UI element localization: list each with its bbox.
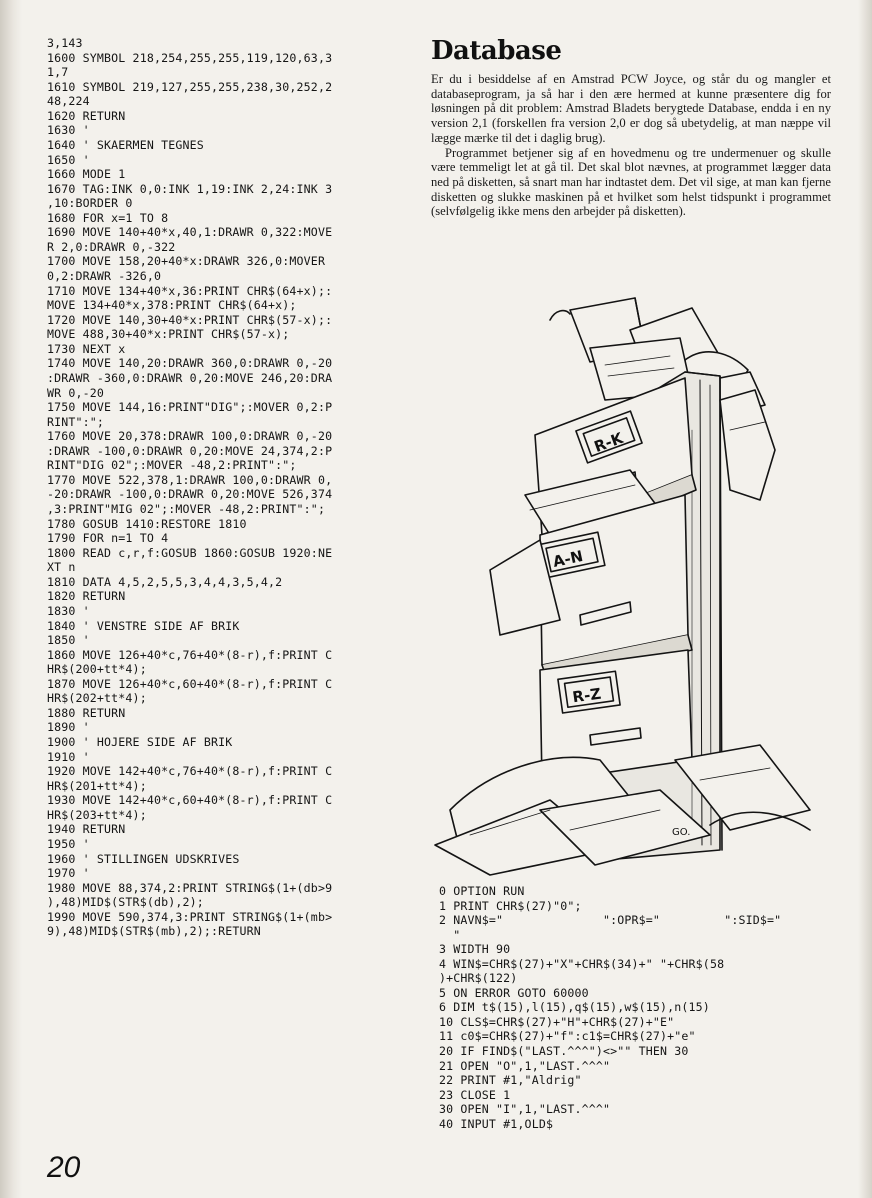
drawer-label-bottom: R-Z <box>571 684 603 707</box>
code-line: " <box>439 927 461 942</box>
code-line: -20:DRAWR -100,0:DRAWR 0,20:MOVE 526,374 <box>47 487 333 502</box>
code-line: 1750 MOVE 144,16:PRINT"DIG";:MOVER 0,2:P <box>47 400 333 415</box>
code-line: 1790 FOR n=1 TO 4 <box>47 531 169 546</box>
code-line: 1920 MOVE 142+40*c,76+40*(8-r),f:PRINT C <box>47 764 333 779</box>
code-line: 1890 ' <box>47 720 90 735</box>
code-line: )+CHR$(122) <box>439 971 518 986</box>
article-paragraph: Er du i besiddelse af en Amstrad PCW Joyce, og står du og mangler et databaseprogram, ja så har i den ære hermed at kunne præsentere dig for løsningen på dit problem: Amstrad Bladets berygtede Database, endda i en ny version 2,1 (forskellen fra version 2,0 er dog så ubetydelig, at man næppe vil lægge mærke til det i daglig brug). <box>431 72 831 145</box>
code-line: 1830 ' <box>47 603 90 618</box>
code-line: 1930 MOVE 142+40*c,60+40*(8-r),f:PRINT C <box>47 793 333 808</box>
code-line: WR 0,-20 <box>47 385 105 400</box>
code-line: RINT"DIG 02";:MOVER -48,2:PRINT":"; <box>47 458 297 473</box>
code-line: 1810 DATA 4,5,2,5,5,3,4,4,3,5,4,2 <box>47 574 283 589</box>
code-line: 0,2:DRAWR -326,0 <box>47 269 162 283</box>
article-paragraph: Programmet betjener sig af en hovedmenu og tre undermenuer og skulle være temmeligt let at gå til. Det skal blot nævnes, at programmet lægger data ned på disketten, så snart man har indtastet dem. Det vil sige, at man kan fjerne disketten og slukke maskinen på et hvilket som helst tidspunkt i programmet (selvfølgelig ikke mens den arbejder på disketten). <box>431 145 831 219</box>
code-line: 1710 MOVE 134+40*x,36:PRINT CHR$(64+x);: <box>47 283 333 298</box>
code-line: R 2,0:DRAWR 0,-322 <box>47 239 176 254</box>
code-line: 1740 MOVE 140,20:DRAWR 360,0:DRAWR 0,-20 <box>47 356 333 371</box>
code-line: 40 INPUT #1,OLD$ <box>439 1116 554 1131</box>
code-line: 1700 MOVE 158,20+40*x:DRAWR 326,0:MOVER <box>47 254 326 269</box>
code-line: 1780 GOSUB 1410:RESTORE 1810 <box>47 516 247 531</box>
code-line: MOVE 134+40*x,378:PRINT CHR$(64+x); <box>47 298 297 313</box>
article-title: Database <box>431 36 562 66</box>
code-line: 1820 RETURN <box>47 589 126 604</box>
code-line: 3,143 <box>47 36 83 50</box>
code-line: 1690 MOVE 140+40*x,40,1:DRAWR 0,322:MOVE <box>47 225 333 240</box>
code-line: 1990 MOVE 590,374,3:PRINT STRING$(1+(mb> <box>47 909 333 924</box>
code-line: XT n <box>47 560 76 575</box>
code-line: HR$(203+tt*4); <box>47 807 147 822</box>
code-line: 3 WIDTH 90 <box>439 942 511 957</box>
code-line: 23 CLOSE 1 <box>439 1087 511 1102</box>
code-line: 6 DIM t$(15),l(15),q$(15),w$(15),n(15) <box>439 1000 710 1015</box>
illustration-signature: GO. <box>672 827 691 838</box>
code-line: 1770 MOVE 522,378,1:DRAWR 100,0:DRAWR 0, <box>47 472 333 487</box>
code-line: 2 NAVN$=" ":OPR$=" ":SID$=" <box>439 913 782 928</box>
code-line: 1840 ' VENSTRE SIDE AF BRIK <box>47 618 240 633</box>
drawer-label-middle: A-N <box>551 546 585 571</box>
code-line: 1900 ' HOJERE SIDE AF BRIK <box>47 735 233 749</box>
code-line: 1970 ' <box>47 866 90 881</box>
code-line: 1720 MOVE 140,30+40*x:PRINT CHR$(57-x);: <box>47 312 333 327</box>
code-line: 1980 MOVE 88,374,2:PRINT STRING$(1+(db>9 <box>47 880 333 895</box>
code-line: 1910 ' <box>47 749 90 764</box>
code-line: HR$(200+tt*4); <box>47 662 147 677</box>
code-line: 1610 SYMBOL 219,127,255,255,238,30,252,2 <box>47 79 333 94</box>
code-line: 1,7 <box>47 65 69 80</box>
code-line: 1600 SYMBOL 218,254,255,255,119,120,63,3 <box>47 50 333 65</box>
code-line: 1 PRINT CHR$(27)"0"; <box>439 898 582 913</box>
page-edge-shadow <box>858 0 872 1198</box>
page-binding-shadow <box>0 0 22 1198</box>
article-body <box>431 72 831 219</box>
drawer-label-top: R-K <box>591 428 626 456</box>
basic-listing-left <box>47 36 332 939</box>
basic-listing-right <box>439 884 781 1131</box>
code-line: 20 IF FIND$("LAST.^^^")<>"" THEN 30 <box>439 1044 689 1059</box>
filing-cabinet-illustration <box>430 290 830 880</box>
code-line: :DRAWR -100,0:DRAWR 0,20:MOVE 24,374,2:P <box>47 443 333 458</box>
code-line: ,10:BORDER 0 <box>47 196 133 211</box>
code-line: HR$(202+tt*4); <box>47 691 147 706</box>
code-line: 1630 ' <box>47 123 90 138</box>
code-line: 48,224 <box>47 94 90 109</box>
code-line: RINT":"; <box>47 414 105 429</box>
code-line: 1670 TAG:INK 0,0:INK 1,19:INK 2,24:INK 3 <box>47 181 333 196</box>
code-line: :DRAWR -360,0:DRAWR 0,20:MOVE 246,20:DRA <box>47 370 333 385</box>
code-line: 30 OPEN "I",1,"LAST.^^^" <box>439 1102 611 1117</box>
code-line: 0 OPTION RUN <box>439 884 525 898</box>
code-line: 1880 RETURN <box>47 705 126 720</box>
code-line: 1860 MOVE 126+40*c,76+40*(8-r),f:PRINT C <box>47 647 333 662</box>
code-line: 1940 RETURN <box>47 822 126 837</box>
code-line: 1620 RETURN <box>47 108 126 123</box>
code-line: 1800 READ c,r,f:GOSUB 1860:GOSUB 1920:NE <box>47 545 333 560</box>
code-line: 21 OPEN "O",1,"LAST.^^^" <box>439 1058 611 1073</box>
code-line: 1660 MODE 1 <box>47 167 126 182</box>
code-line: 5 ON ERROR GOTO 60000 <box>439 985 589 1000</box>
code-line: 1870 MOVE 126+40*c,60+40*(8-r),f:PRINT C <box>47 676 333 691</box>
code-line: 22 PRINT #1,"Aldrig" <box>439 1073 582 1088</box>
code-line: 1650 ' <box>47 152 90 167</box>
code-line: 10 CLS$=CHR$(27)+"H"+CHR$(27)+"E" <box>439 1014 675 1029</box>
code-line: 11 c0$=CHR$(27)+"f":c1$=CHR$(27)+"e" <box>439 1029 696 1044</box>
code-line: 1680 FOR x=1 TO 8 <box>47 210 169 225</box>
code-line: 1950 ' <box>47 836 90 851</box>
code-line: 9),48)MID$(STR$(mb),2);:RETURN <box>47 924 261 939</box>
code-line: 1760 MOVE 20,378:DRAWR 100,0:DRAWR 0,-20 <box>47 429 333 444</box>
code-line: 1850 ' <box>47 633 90 648</box>
code-line: 1730 NEXT x <box>47 341 126 356</box>
page-number: 20 <box>47 1151 81 1184</box>
code-line: ,3:PRINT"MIG 02";:MOVER -48,2:PRINT":"; <box>47 502 326 516</box>
code-line: HR$(201+tt*4); <box>47 778 147 793</box>
code-line: 4 WIN$=CHR$(27)+"X"+CHR$(34)+" "+CHR$(58 <box>439 956 725 971</box>
code-line: 1960 ' STILLINGEN UDSKRIVES <box>47 851 240 866</box>
code-line: 1640 ' SKAERMEN TEGNES <box>47 137 204 152</box>
code-line: MOVE 488,30+40*x:PRINT CHR$(57-x); <box>47 327 290 342</box>
code-line: ),48)MID$(STR$(db),2); <box>47 895 204 910</box>
